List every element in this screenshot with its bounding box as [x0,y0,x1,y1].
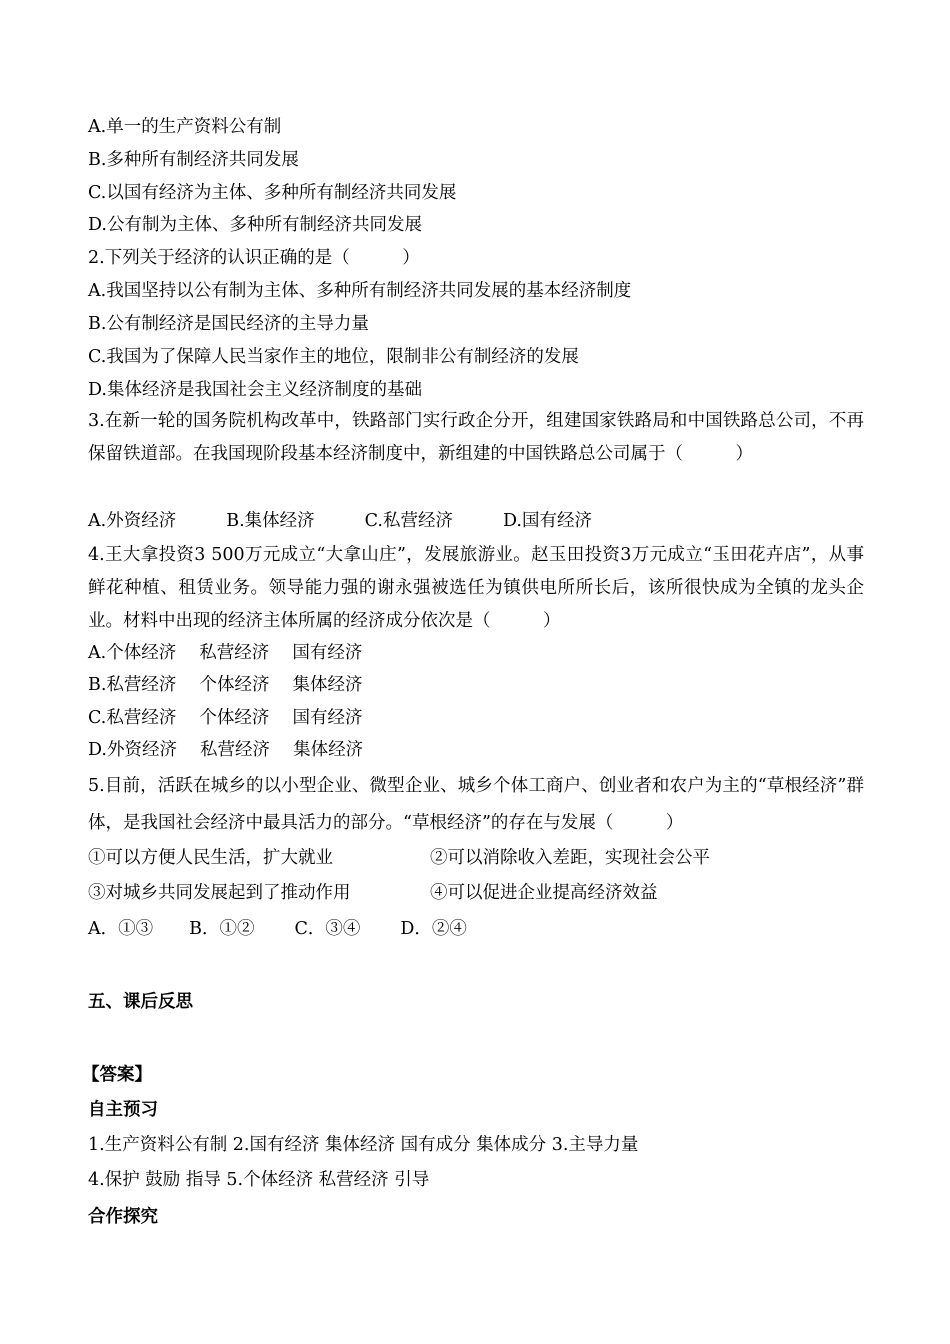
q3-option-c: C.私营经济 [364,511,453,531]
q5-item-1: ①可以方便人民生活，扩大就业 [88,848,333,868]
q3-option-a: A.外资经济 [88,511,177,531]
q4-option-a: A.个体经济 私营经济 国有经济 [88,643,363,663]
q2-option-c: C.我国为了保障人民当家作主的地位，限制非公有制经济的发展 [88,347,579,367]
preview-answer-line-2: 4.保护 鼓励 指导 5.个体经济 私营经济 引导 [88,1170,430,1190]
q5-option-a: A．①③ [88,919,154,939]
section-5-title: 五、课后反思 [88,992,193,1012]
q3-option-b: B.集体经济 [226,511,315,531]
q5-item-2: ②可以消除收入差距，实现社会公平 [430,848,710,868]
q3-options [88,509,592,533]
cooperate-heading: 合作探究 [88,1207,158,1227]
q1-option-b: B.多种所有制经济共同发展 [88,150,299,170]
q5-option-c: C．③④ [294,919,361,939]
q5-item-4: ④可以促进企业提高经济效益 [430,883,658,903]
q1-option-d: D.公有制为主体、多种所有制经济共同发展 [88,215,422,235]
preview-answer-line-1: 1.生产资料公有制 2.国有经济 集体经济 国有成分 集体成分 3.主导力量 [88,1135,639,1155]
q5-option-d: D．②④ [400,919,467,939]
q5-item-3: ③对城乡共同发展起到了推动作用 [88,883,351,903]
answer-heading: 【答案】 [82,1065,152,1085]
q2-stem: 2.下列关于经济的认识正确的是（ ） [88,248,420,268]
q4-stem: 4.王大拿投资3 500万元成立“大拿山庄”，发展旅游业。赵玉田投资3万元成立“玉田花卉店”，从事鲜花种植、租赁业务。领导能力强的谢永强被选任为镇供电所所长后，该所很快成为全镇的龙头企业。材料中出现的经济主体所属的经济成分依次是（ ） [88,545,864,631]
q3-option-d: D.国有经济 [502,511,592,531]
q4-option-c: C.私营经济 个体经济 国有经济 [88,708,363,728]
q2-option-b: B.公有制经济是国民经济的主导力量 [88,314,369,334]
q2-option-a: A.我国坚持以公有制为主体、多种所有制经济共同发展的基本经济制度 [88,281,632,301]
q5-stem: 5.目前，活跃在城乡的以小型企业、微型企业、城乡个体工商户、创业者和农户为主的“草根经济”群体，是我国社会经济中最具活力的部分。“草根经济”的存在与发展（ ） [88,776,864,833]
q3-stem: 3.在新一轮的国务院机构改革中，铁路部门实行政企分开，组建国家铁路局和中国铁路总公司，不再保留铁道部。在我国现阶段基本经济制度中，新组建的中国铁路总公司属于（ ） [88,411,864,464]
q1-option-a: A.单一的生产资料公有制 [88,117,282,137]
q4-option-d: D.外资经济 私营经济 集体经济 [88,740,364,760]
q4-option-b: B.私营经济 个体经济 集体经济 [88,675,363,695]
q5-option-b: B．①② [189,919,255,939]
q2-option-d: D.集体经济是我国社会主义经济制度的基础 [88,380,422,400]
preview-heading: 自主预习 [88,1100,158,1120]
q5-options [88,917,467,941]
q1-option-c: C.以国有经济为主体、多种所有制经济共同发展 [88,183,457,203]
